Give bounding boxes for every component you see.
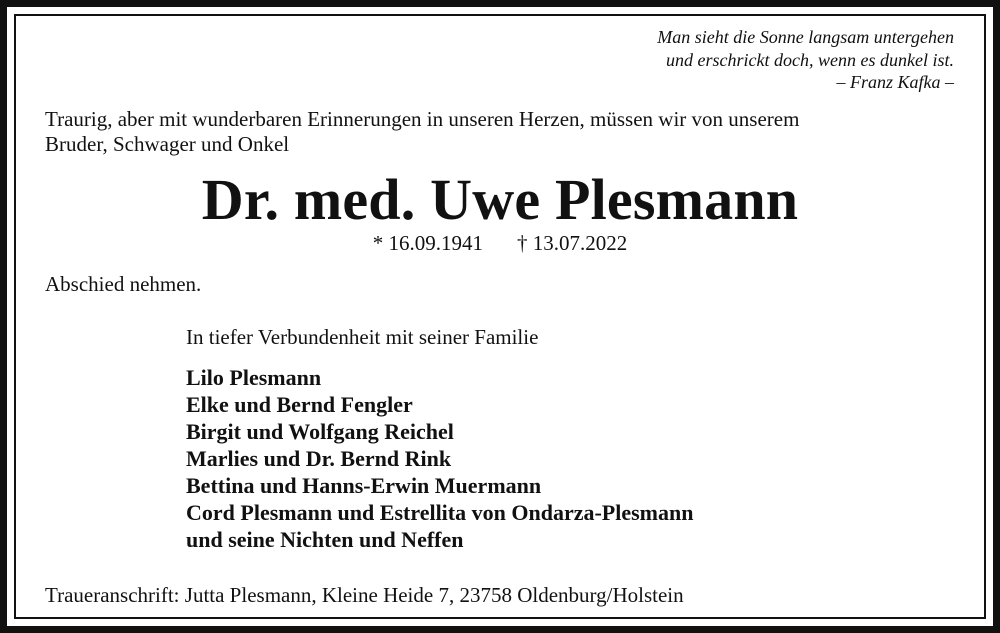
family-member: Marlies und Dr. Bernd Rink — [186, 446, 452, 471]
intro-line: Traurig, aber mit wunderbaren Erinnerungen in unseren Herzen, müssen wir von unserem — [45, 107, 800, 131]
kafka-quote — [657, 26, 954, 94]
signoff-text: In tiefer Verbundenheit mit seiner Familie — [186, 325, 539, 349]
deceased-name: Dr. med. Uwe Plesmann — [201, 167, 799, 232]
quote-line: Man sieht die Sonne langsam untergehen — [657, 27, 954, 47]
mourning-address: Traueranschrift: Jutta Plesmann, Kleine Heide 7, 23758 Oldenburg/Holstein — [45, 583, 684, 607]
family-member: und seine Nichten und Neffen — [186, 527, 464, 552]
intro-text — [45, 107, 965, 157]
quote-line: und erschrickt doch, wenn es dunkel ist. — [666, 49, 954, 70]
family-member: Lilo Plesmann — [186, 365, 322, 390]
intro-line: Bruder, Schwager und Onkel — [45, 132, 290, 156]
family-member: Cord Plesmann und Estrellita von Ondarza-Plesmann — [186, 500, 694, 525]
family-member: Birgit und Wolfgang Reichel — [186, 419, 454, 444]
death-date: † 13.07.2022 — [517, 231, 628, 255]
farewell-text: Abschied nehmen. — [45, 272, 202, 296]
quote-author: – Franz Kafka – — [836, 72, 954, 92]
family-list — [186, 364, 693, 553]
life-dates — [0, 230, 1000, 256]
birth-date: * 16.09.1941 — [372, 231, 483, 255]
family-member: Bettina und Hanns-Erwin Muermann — [186, 473, 542, 498]
family-member: Elke und Bernd Fengler — [186, 392, 413, 417]
